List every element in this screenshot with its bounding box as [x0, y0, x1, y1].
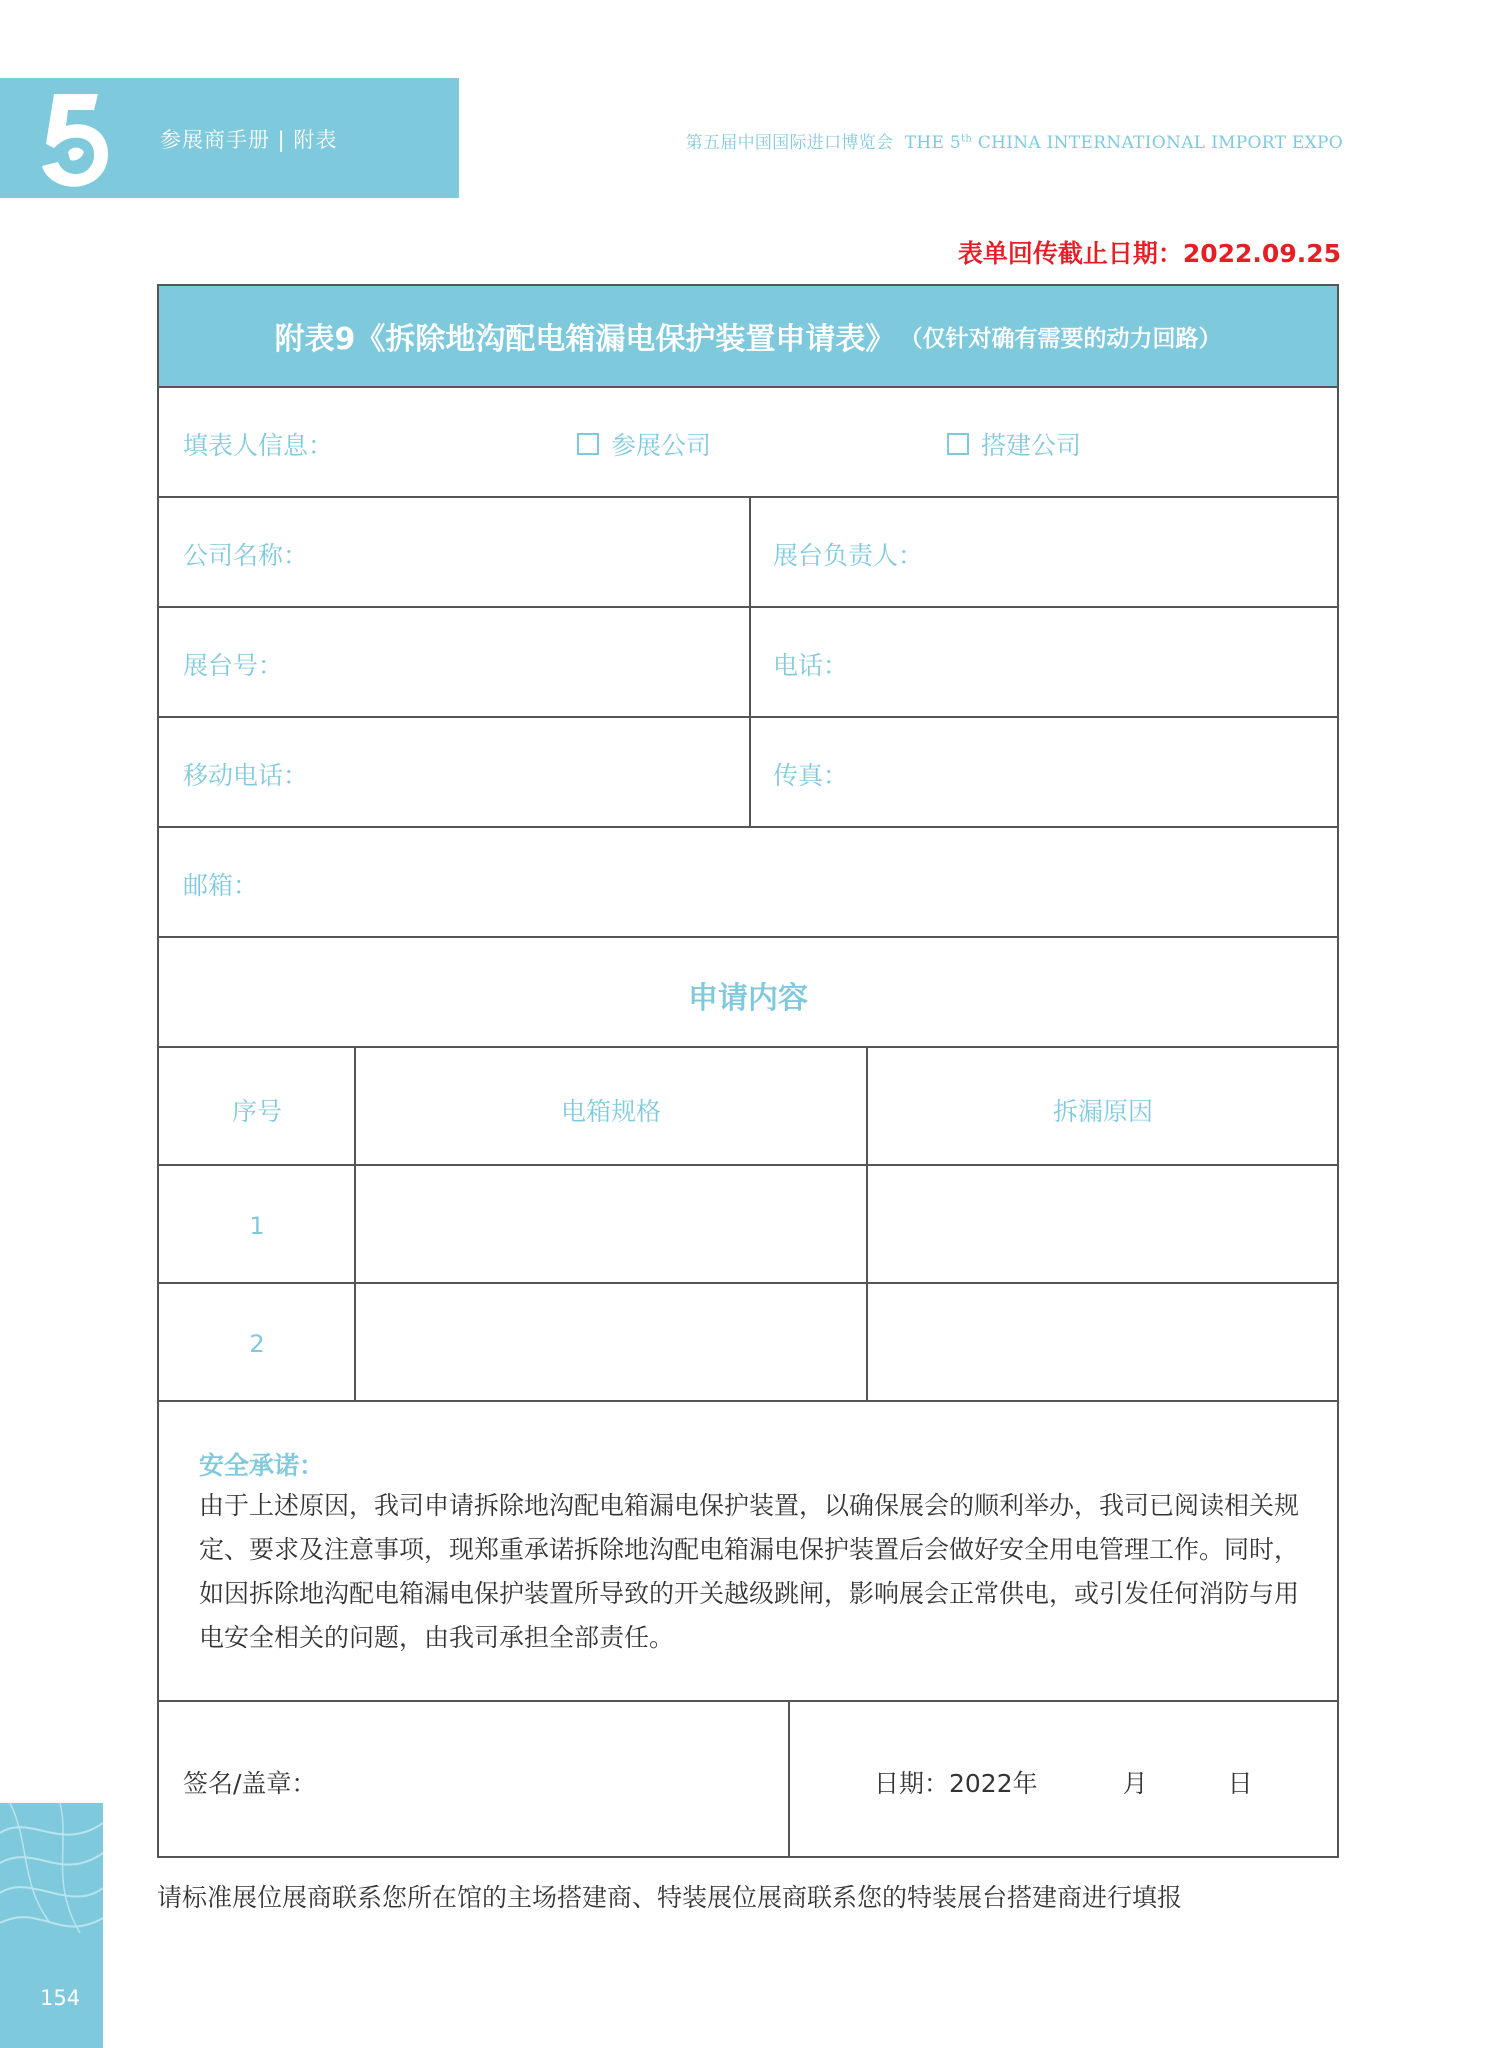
safety-pledge-text: 由于上述原因，我司申请拆除地沟配电箱漏电保护装置，以确保展会的顺利举办，我司已阅读相关规定、要求及注意事项，现郑重承诺拆除地沟配电箱漏电保护装置后会做好安全用电管理工作。同时，如因拆除地沟配电箱漏电保护装置所导致的开关越级跳闸，影响展会正常供电，或引发任何消防与用电安全相关的问题，由我司承担全部责任。: [199, 1491, 1300, 1652]
divider: [159, 606, 1337, 608]
col-header-no: 序号: [231, 1097, 282, 1126]
date-field[interactable]: [874, 1764, 1253, 1800]
column-divider: [749, 496, 751, 826]
date-year-label: 日期：2022年: [874, 1769, 1038, 1798]
fax-field[interactable]: 传真：: [773, 761, 849, 790]
divider: [159, 496, 1337, 498]
col-header-spec: 电箱规格: [560, 1097, 661, 1126]
expo-title: [686, 128, 1343, 153]
phone-field[interactable]: 电话：: [773, 651, 849, 680]
divider: [159, 716, 1337, 718]
booth-manager-field[interactable]: 展台负责人：: [773, 541, 924, 570]
divider: [159, 1046, 1337, 1048]
date-day-label: 日: [1227, 1769, 1253, 1798]
divider: [159, 936, 1337, 938]
footer-note: 请标准展位展商联系您所在馆的主场搭建商、特装展位展商联系您的特装展台搭建商进行填报: [157, 1883, 1183, 1912]
exhibitor-checkbox[interactable]: [577, 433, 599, 455]
divider: [159, 1700, 1337, 1702]
email-field[interactable]: 邮箱：: [183, 871, 259, 900]
mobile-field[interactable]: 移动电话：: [183, 761, 309, 790]
option-exhibitor[interactable]: [577, 426, 711, 462]
column-divider: [354, 1046, 356, 1400]
column-divider: [788, 1700, 790, 1858]
exhibitor-label: 参展公司: [611, 431, 712, 460]
signature-field[interactable]: 签名/盖章：: [183, 1769, 317, 1798]
divider: [159, 826, 1337, 828]
row-number-1: 1: [249, 1212, 265, 1240]
application-content-heading: 申请内容: [688, 981, 808, 1016]
row-number-2: 2: [249, 1330, 265, 1358]
column-divider: [866, 1046, 868, 1400]
safety-pledge-title: 安全承诺：: [199, 1451, 325, 1480]
ciie-5-logo: [24, 82, 134, 192]
option-builder[interactable]: [947, 426, 1081, 462]
form-subtitle: （仅针对确有需要的动力回路）: [899, 325, 1222, 352]
corner-decoration: [0, 1803, 103, 2048]
divider: [159, 1282, 1337, 1284]
divider: [159, 1164, 1337, 1166]
date-month-label: 月: [1122, 1769, 1148, 1798]
application-form: [157, 284, 1339, 1858]
booth-number-field[interactable]: 展台号：: [183, 651, 284, 680]
expo-title-en-pre: THE 5: [904, 133, 961, 153]
page-number: 154: [40, 1986, 81, 2010]
builder-checkbox[interactable]: [947, 433, 969, 455]
builder-label: 搭建公司: [981, 431, 1082, 460]
wave-pattern-icon: [0, 1803, 103, 2048]
filler-label: 填表人信息：: [183, 431, 334, 460]
form-title-bar: [159, 286, 1337, 388]
form-title: 附表9《拆除地沟配电箱漏电保护装置申请表》: [274, 322, 896, 357]
expo-title-en-sup: th: [961, 133, 973, 145]
divider: [159, 1400, 1337, 1402]
col-header-reason: 拆漏原因: [1052, 1097, 1153, 1126]
company-name-field[interactable]: 公司名称：: [183, 541, 309, 570]
expo-title-en-post: CHINA INTERNATIONAL IMPORT EXPO: [972, 133, 1343, 153]
expo-title-cn: 第五届中国国际进口博览会: [685, 133, 894, 153]
section-title: 参展商手册 | 附表: [160, 128, 338, 152]
deadline-text: 表单回传截止日期：2022.09.25: [957, 239, 1341, 268]
